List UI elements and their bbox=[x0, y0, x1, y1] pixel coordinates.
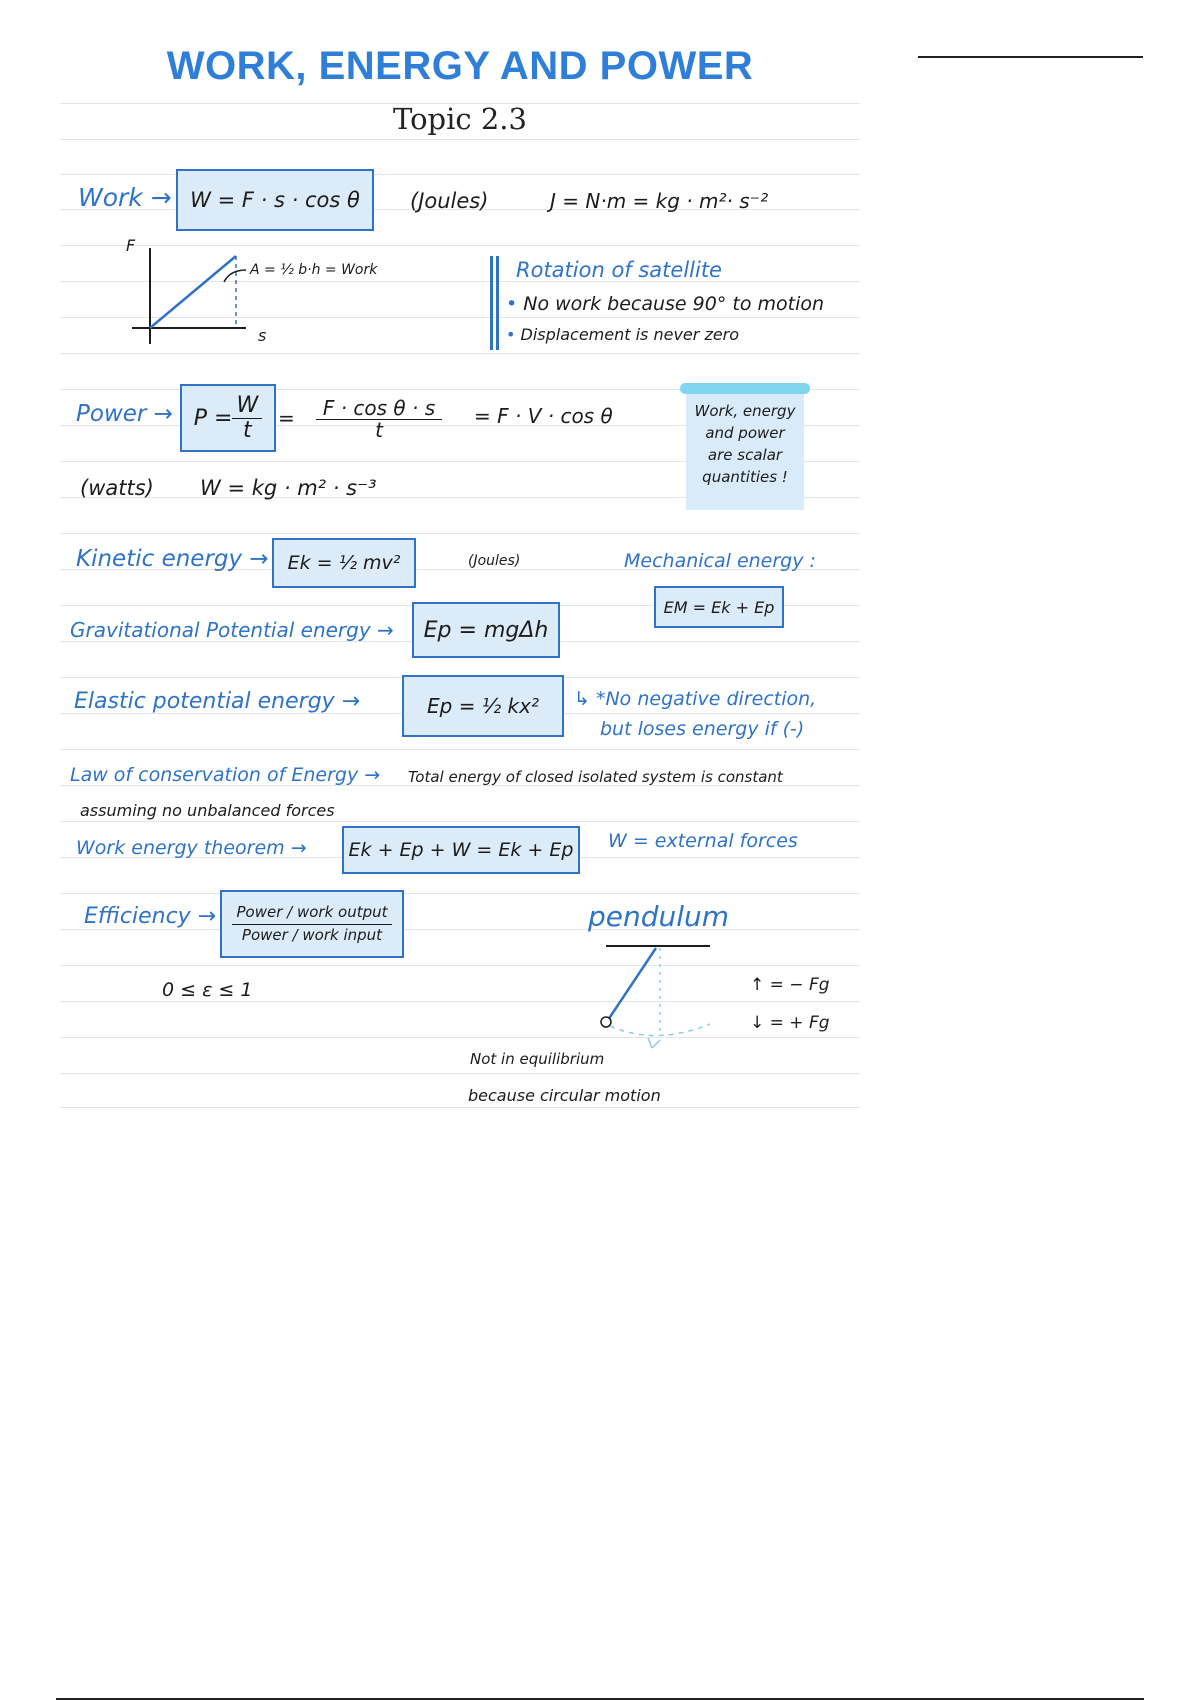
satellite-point-1-text: No work because 90° to motion bbox=[523, 293, 825, 315]
pendulum-note-line-1: Not in equilibrium bbox=[470, 1050, 605, 1068]
rule-line bbox=[60, 1073, 860, 1074]
power-fraction bbox=[232, 394, 262, 441]
sticky-line: and power bbox=[705, 424, 785, 442]
sticky-tape bbox=[680, 383, 810, 394]
pendulum-diagram bbox=[590, 936, 840, 1066]
kinetic-unit: (Joules) bbox=[468, 553, 521, 569]
efficiency-formula-box bbox=[220, 890, 404, 958]
header-name-line bbox=[918, 56, 1143, 58]
mechanical-formula: EM = Ek + Ep bbox=[663, 597, 775, 617]
sticky-line: quantities ! bbox=[702, 468, 788, 486]
efficiency-fraction bbox=[232, 902, 391, 944]
sticky-line: Work, energy bbox=[694, 402, 796, 420]
gravitational-label: Gravitational Potential energy → bbox=[70, 618, 394, 642]
rule-line bbox=[60, 139, 860, 140]
graph-arrow-icon bbox=[224, 270, 246, 282]
kinetic-label: Kinetic energy → bbox=[76, 546, 269, 572]
power-label: Power → bbox=[76, 401, 173, 427]
elastic-note-line-2: but loses energy if (-) bbox=[600, 718, 805, 740]
elastic-note-line-1: ↳ *No negative direction, bbox=[574, 688, 817, 710]
power-formula-box bbox=[180, 384, 276, 452]
work-energy-formula: Ek + Ep + W = Ek + Ep bbox=[348, 839, 574, 861]
work-unit: (Joules) bbox=[410, 189, 489, 213]
work-formula-box bbox=[176, 169, 374, 231]
bullet-icon: • bbox=[506, 325, 521, 344]
conservation-label: Law of conservation of Energy → bbox=[70, 764, 381, 786]
work-energy-note: W = external forces bbox=[608, 830, 798, 852]
power-expanded-numerator: F · cos θ · s bbox=[316, 398, 442, 420]
rule-line bbox=[60, 893, 860, 894]
kinetic-formula: Ek = ½ mv² bbox=[287, 552, 401, 574]
power-unit-expansion: W = kg · m² · s⁻³ bbox=[200, 476, 377, 500]
page-title: WORK, ENERGY AND POWER bbox=[166, 44, 754, 88]
pendulum-string bbox=[608, 948, 656, 1020]
graph-force-line bbox=[150, 256, 236, 328]
pendulum-legend-up bbox=[750, 975, 830, 995]
satellite-title: Rotation of satellite bbox=[516, 258, 722, 282]
sticky-line: are scalar bbox=[707, 446, 783, 464]
satellite-point-2 bbox=[506, 325, 739, 344]
power-expanded bbox=[316, 398, 442, 441]
efficiency-numerator: Power / work output bbox=[232, 905, 391, 925]
pendulum-bob bbox=[601, 1017, 611, 1027]
pendulum-title: pendulum bbox=[588, 900, 730, 933]
conservation-text-line-2: assuming no unbalanced forces bbox=[80, 801, 335, 820]
gravitational-formula-box bbox=[412, 602, 560, 658]
work-graph bbox=[118, 236, 418, 348]
power-final: = F · V · cos θ bbox=[474, 404, 613, 428]
work-label: Work → bbox=[78, 183, 172, 212]
satellite-point-2-text: Displacement is never zero bbox=[520, 325, 740, 344]
power-expanded-denominator: t bbox=[375, 418, 383, 442]
work-energy-label: Work energy theorem → bbox=[76, 837, 307, 859]
power-unit: (watts) bbox=[80, 476, 154, 500]
satellite-bar-right bbox=[496, 256, 499, 350]
page-subtitle: Topic 2.3 bbox=[393, 102, 527, 136]
work-formula: W = F · s · cos θ bbox=[190, 188, 360, 212]
power-p-eq: P = bbox=[193, 405, 233, 431]
graph-y-label: F bbox=[126, 236, 136, 255]
efficiency-denominator: Power / work input bbox=[241, 925, 383, 944]
power-denominator: t bbox=[243, 417, 252, 443]
elastic-label: Elastic potential energy → bbox=[74, 689, 361, 714]
elastic-formula: Ep = ½ kx² bbox=[427, 694, 539, 718]
work-energy-formula-box bbox=[342, 826, 580, 874]
kinetic-formula-box bbox=[272, 538, 416, 588]
satellite-bar-left bbox=[490, 256, 493, 350]
rule-line bbox=[60, 821, 860, 822]
pendulum-arrow-icon bbox=[648, 1038, 660, 1048]
pendulum-legend-down-text: ↓ = + Fg bbox=[750, 1013, 830, 1033]
power-numerator: W bbox=[232, 394, 262, 418]
power-equals: = bbox=[278, 406, 295, 430]
rule-line bbox=[60, 353, 860, 354]
rule-line bbox=[60, 929, 860, 930]
pendulum-note-line-2: because circular motion bbox=[468, 1086, 661, 1105]
pendulum-legend-down bbox=[750, 1013, 830, 1033]
rule-line bbox=[60, 1107, 860, 1108]
conservation-text-line-1: Total energy of closed isolated system is constant bbox=[408, 768, 783, 786]
bullet-icon: • bbox=[506, 293, 524, 315]
satellite-point-1 bbox=[506, 293, 824, 315]
pendulum-legend-up-text: ↑ = − Fg bbox=[750, 975, 830, 995]
sticky-note bbox=[686, 388, 804, 510]
mechanical-formula-box bbox=[654, 586, 784, 628]
graph-x-label: s bbox=[258, 326, 267, 345]
gravitational-formula: Ep = mgΔh bbox=[423, 617, 549, 643]
elastic-formula-box bbox=[402, 675, 564, 737]
efficiency-range: 0 ≤ ε ≤ 1 bbox=[162, 979, 253, 1001]
graph-area-note: A = ½ b·h = Work bbox=[250, 262, 378, 278]
efficiency-label: Efficiency → bbox=[84, 904, 217, 929]
rule-line bbox=[60, 749, 860, 750]
mechanical-label: Mechanical energy : bbox=[624, 550, 816, 572]
rule-line bbox=[60, 533, 860, 534]
work-unit-expansion: J = N·m = kg · m²· s⁻² bbox=[550, 189, 769, 213]
